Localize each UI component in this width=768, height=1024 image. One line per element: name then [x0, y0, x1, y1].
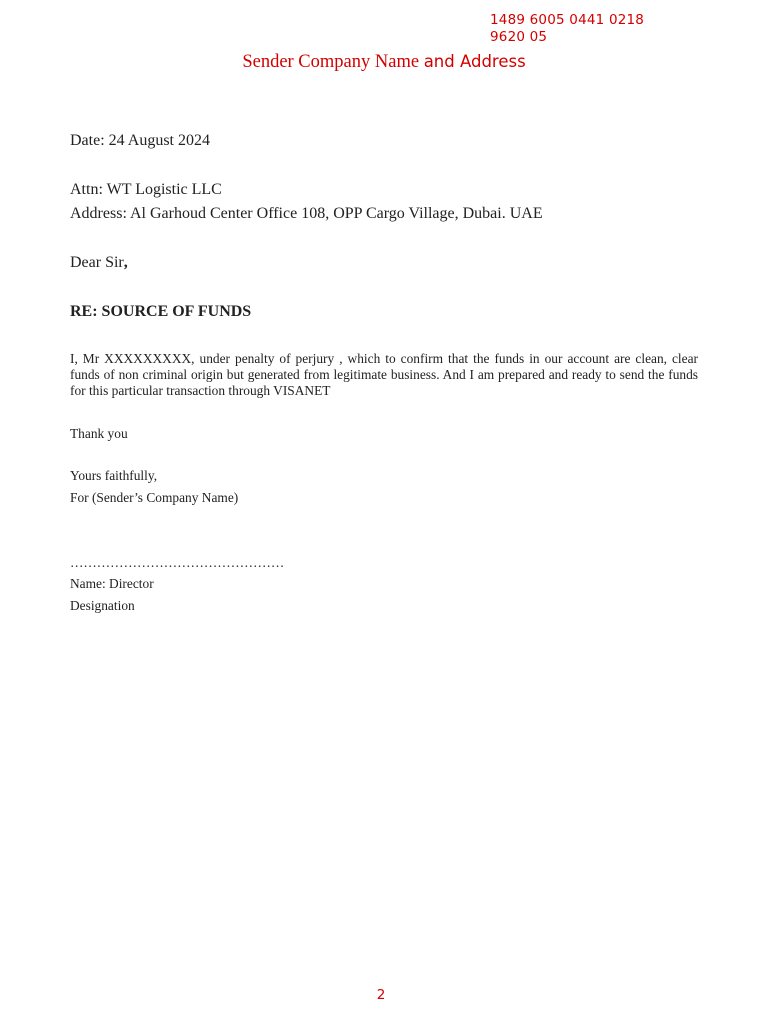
- for-company-line: For (Sender’s Company Name): [70, 490, 239, 505]
- closing-line: Yours faithfully,: [70, 468, 158, 483]
- reference-number-line-1: 1489 6005 0441 0218: [490, 12, 645, 28]
- recipient-address: Address: Al Garhoud Center Office 108, OPP Cargo Village, Dubai. UAE: [70, 205, 543, 222]
- attention-line: Attn: WT Logistic LLC: [70, 181, 222, 198]
- salutation-text: Dear Sir: [70, 254, 124, 271]
- thank-you-line: Thank you: [70, 426, 128, 441]
- signatory-designation: Designation: [70, 598, 135, 613]
- salutation-comma: ,: [123, 254, 128, 271]
- reference-number-line-2: 9620 05: [490, 29, 548, 45]
- signatory-name: Name: Director: [70, 576, 154, 591]
- company-heading-name: Sender Company Name: [242, 52, 420, 72]
- signature-line: …………………………………………: [70, 555, 285, 570]
- company-heading: [0, 52, 768, 73]
- salutation: [70, 254, 128, 272]
- reference-number: [490, 12, 644, 46]
- company-heading-address: and Address: [423, 52, 526, 71]
- body-paragraph: I, Mr XXXXXXXXX, under penalty of perjury , which to confirm that the funds in our account are clean, clear funds of non criminal origin but generated from legitimate business. And I am prepared and ready to send the funds for this particular transaction through VISANET: [70, 351, 698, 399]
- letter-date: Date: 24 August 2024: [70, 132, 210, 149]
- subject-line: RE: SOURCE OF FUNDS: [70, 303, 252, 320]
- page-number: 2: [376, 987, 386, 1003]
